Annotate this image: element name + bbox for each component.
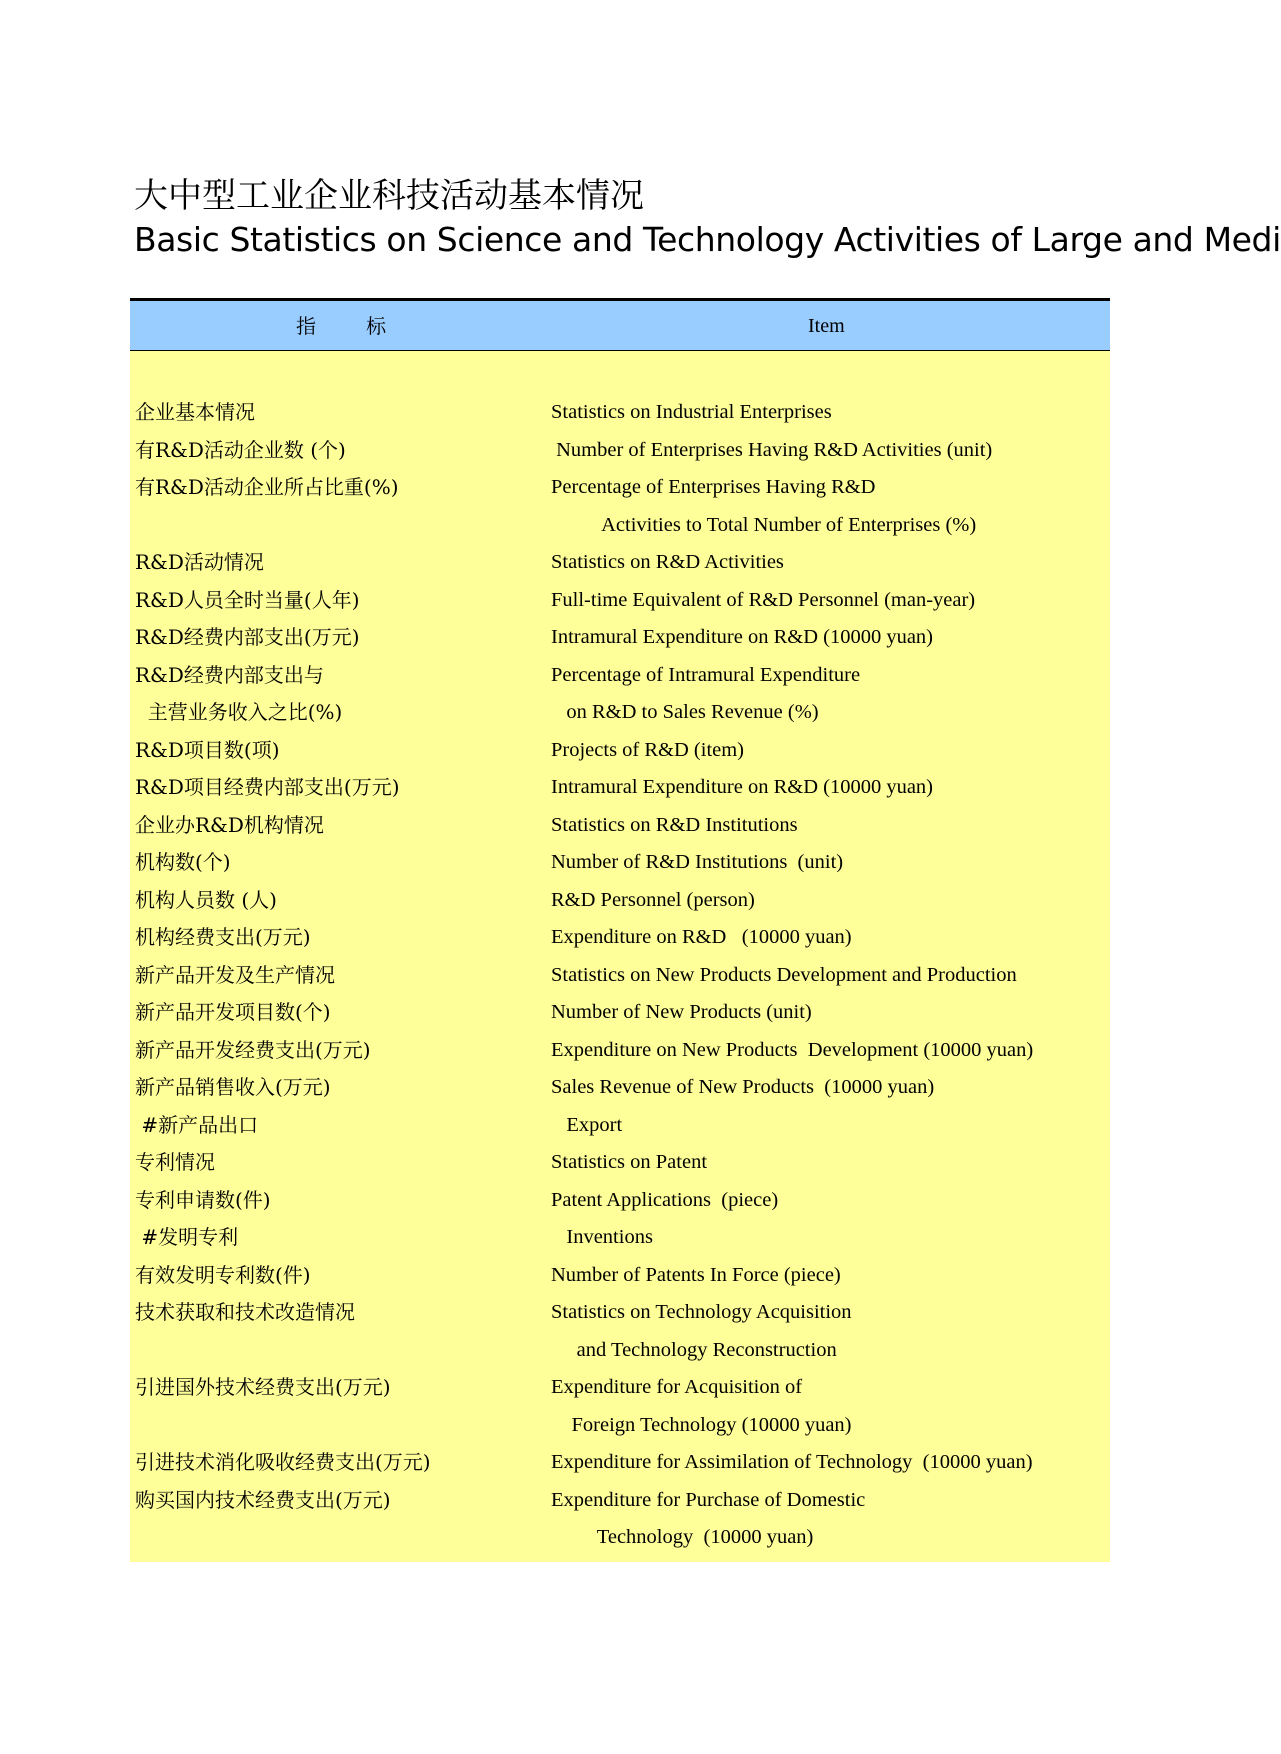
table-row [130,656,1110,694]
table-row [130,1331,1110,1369]
table-row [130,806,1110,844]
statistics-table [130,298,1110,1562]
row-label-cn: R&D项目数(项) [135,737,280,762]
row-label-cn: #发明专利 [135,1225,239,1249]
row-label-cn: 专利申请数(件) [135,1187,271,1212]
row-label-cn: 新产品销售收入(万元) [135,1075,331,1099]
table-row [130,1293,1110,1331]
row-label-en: Technology (10000 yuan) [551,1526,814,1548]
table-row [130,881,1110,919]
table-row [130,1031,1110,1069]
row-label-en: Statistics on Industrial Enterprises [551,401,832,423]
table-row [130,1518,1110,1556]
row-label-cn: 机构经费支出(万元) [135,925,311,949]
row-label-cn: 技术获取和技术改造情况 [135,1300,355,1324]
row-label-cn: R&D活动情况 [135,550,264,574]
row-label-cn: R&D经费内部支出(万元) [135,625,360,649]
row-label-cn: R&D经费内部支出与 [135,662,324,687]
table-row [130,506,1110,544]
row-label-en: R&D Personnel (person) [551,888,755,911]
row-label-en: Number of Enterprises Having R&D Activities (unit) [551,438,993,461]
table-row [130,1406,1110,1444]
row-label-en: Expenditure on R&D (10000 yuan) [551,926,852,948]
table-row [130,618,1110,656]
row-label-cn: R&D人员全时当量(人年) [135,587,360,612]
row-label-en: Statistics on Patent [551,1151,708,1173]
table-row [130,581,1110,619]
row-label-cn: 企业基本情况 [135,400,255,424]
table-row [130,431,1110,469]
row-label-cn: 企业办R&D机构情况 [135,812,324,837]
table-row [130,1068,1110,1106]
row-label-cn: 专利情况 [135,1150,215,1174]
row-label-cn: 引进国外技术经费支出(万元) [135,1375,391,1399]
row-label-en: Patent Applications (piece) [551,1188,779,1211]
table-row [130,693,1110,731]
row-label-en: Percentage of Intramural Expenditure [551,663,861,686]
table-row [130,1443,1110,1481]
row-label-en: Number of Patents In Force (piece) [551,1263,841,1286]
table-row [130,1218,1110,1256]
row-label-en: Expenditure for Acquisition of [551,1376,803,1398]
row-label-en: Intramural Expenditure on R&D (10000 yuan) [551,626,934,648]
table-row [130,1106,1110,1144]
table-row [130,1256,1110,1294]
row-label-cn: 有效发明专利数(件) [135,1262,311,1287]
row-label-en: Activities to Total Number of Enterprises (%) [551,513,977,536]
table-row [130,393,1110,431]
row-label-en: Inventions [551,1226,653,1248]
row-label-cn: 机构数(个) [135,850,231,874]
table-row [130,768,1110,806]
row-label-en: Number of New Products (unit) [551,1001,812,1023]
row-label-cn: #新产品出口 [135,1112,259,1137]
row-label-en: Foreign Technology (10000 yuan) [551,1413,852,1436]
row-label-en: Export [551,1113,623,1136]
row-label-cn: 引进技术消化吸收经费支出(万元) [135,1450,431,1474]
row-label-en: Expenditure for Assimilation of Technology (10000 yuan) [551,1451,1033,1473]
row-label-en: Expenditure for Purchase of Domestic [551,1488,866,1511]
table-row [130,843,1110,881]
table-header [130,301,1110,351]
table-row [130,1481,1110,1519]
row-label-cn: R&D项目经费内部支出(万元) [135,775,400,799]
table-row [130,731,1110,769]
row-label-en: Full-time Equivalent of R&D Personnel (man-year) [551,588,976,611]
row-label-en: Statistics on R&D Institutions [551,813,798,836]
table-row [130,468,1110,506]
row-label-en: Expenditure on New Products Development (10000 yuan) [551,1038,1034,1061]
row-label-en: Percentage of Enterprises Having R&D [551,476,876,498]
row-label-cn: 机构人员数 (人) [135,887,277,912]
row-label-cn: 有R&D活动企业数 (个) [135,437,346,462]
row-label-cn: 主营业务收入之比(%) [135,700,343,724]
row-label-en: Statistics on New Products Development and Production [551,963,1017,986]
row-label-en: Projects of R&D (item) [551,738,745,761]
table-row [130,1143,1110,1181]
table-row [130,543,1110,581]
table-row [130,1181,1110,1219]
table-row [130,1368,1110,1406]
row-label-en: Number of R&D Institutions (unit) [551,851,844,873]
table-row [130,993,1110,1031]
row-label-cn: 有R&D活动企业所占比重(%) [135,475,399,499]
header-item-en: Item [808,315,845,337]
table-row [130,956,1110,994]
row-label-en: on R&D to Sales Revenue (%) [551,701,819,723]
page-title-english: Basic Statistics on Science and Technology Activities of Large and Medi [134,220,1281,259]
header-indicator-cn: 指 标 [296,314,387,338]
row-label-en: Intramural Expenditure on R&D (10000 yuan) [551,776,934,798]
table-body [130,351,1110,1562]
row-label-cn: 购买国内技术经费支出(万元) [135,1487,391,1512]
page-title-chinese: 大中型工业企业科技活动基本情况 [134,176,644,216]
row-label-cn: 新产品开发及生产情况 [135,962,335,987]
row-label-en: Statistics on R&D Activities [551,551,784,573]
row-label-cn: 新产品开发项目数(个) [135,1000,331,1024]
row-label-en: and Technology Reconstruction [551,1338,837,1361]
table-row [130,918,1110,956]
row-label-en: Sales Revenue of New Products (10000 yuan) [551,1076,935,1098]
row-label-en: Statistics on Technology Acquisition [551,1301,852,1323]
row-label-cn: 新产品开发经费支出(万元) [135,1037,371,1062]
